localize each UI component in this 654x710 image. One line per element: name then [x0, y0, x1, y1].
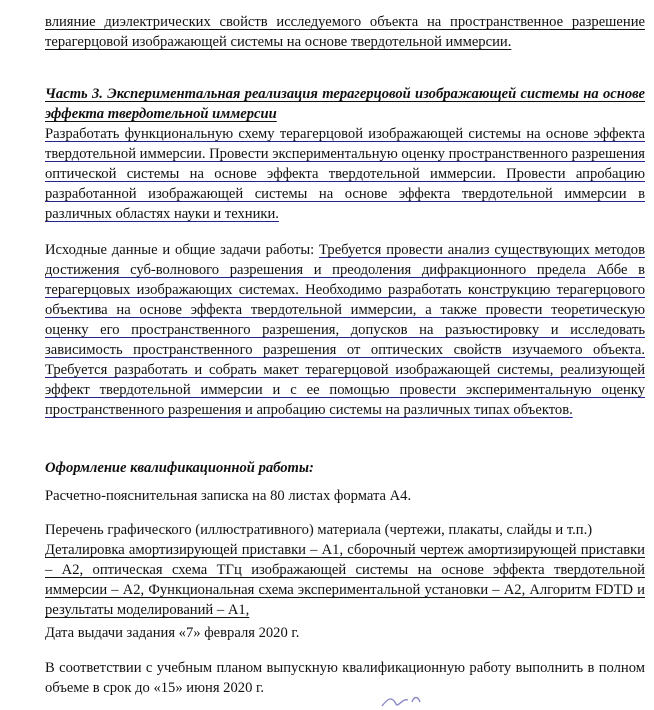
initial-data-label: Исходные данные и общие задачи работы: — [45, 242, 315, 258]
graphics-label: Перечень графического (иллюстративного) материала (чертежи, плакаты, слайды и т.п.) — [45, 522, 593, 538]
signature-scribble — [378, 692, 448, 710]
part3-heading: Часть 3. Экспериментальная реализация терагерцовой изображающей системы на основе эффекта твердотельной иммерсии — [45, 86, 645, 122]
initial-data-paragraph — [45, 240, 645, 420]
graphics-list: Деталировка амортизирующей приставки – А1, сборочный чертеж амортизирующей приставки – А2, оптическая схема ТГц изображающей системы на основе эффекта твердотельной иммерсии – А2, Функциональная схема экспериментальной установки – А2, Алгоритм FDTD и результаты моделирований – А1, — [45, 542, 645, 618]
format-note: Расчетно-пояснительная записка на 80 листах формата А4. — [45, 488, 412, 504]
issue-date: Дата выдачи задания «7» февраля 2020 г. — [45, 625, 300, 641]
initial-data-body: Требуется провести анализ существующих методов достижения суб-волнового разрешения и преодоления дифракционного предела Аббе в терагерцовых изображающих системах. Необходимо разработать конструкцию терагерцового объектива на основе эффекта твердотельной иммерсии, а также провести теоретическую оценку его пространственного разрешения, допусков на разъюстировку и исследовать зависимость пространственного разрешения от оптических свойств изучаемого объекта. Требуется разработать и собрать макет терагерцовой изображающей системы, реализующей эффект твердотельной иммерсии и с ее помощью провести экспериментальную оценку пространственного разрешения и апробацию системы на различных типах объектов. — [45, 242, 645, 418]
part3-body: Разработать функциональную схему терагерцовой изображающей системы на основе эффекта твердотельной иммерсии. Провести экспериментальную оценку пространственного разрешения оптической системы на основе эффекта твердотельной иммерсии. Провести апробацию разработанной изображающей системы на основе эффекта твердотельной иммерсии в различных областях науки и техники. — [45, 126, 645, 222]
format-heading: Оформление квалификационной работы: — [45, 460, 314, 476]
deadline: В соответствии с учебным планом выпускную квалификационную работу выполнить в полном объеме в срок до «15» июня 2020 г. — [45, 660, 645, 696]
top-paragraph: влияние диэлектрических свойств исследуемого объекта на пространственное разрешение терагерцовой изображающей системы на основе твердотельной иммерсии. — [45, 14, 645, 50]
